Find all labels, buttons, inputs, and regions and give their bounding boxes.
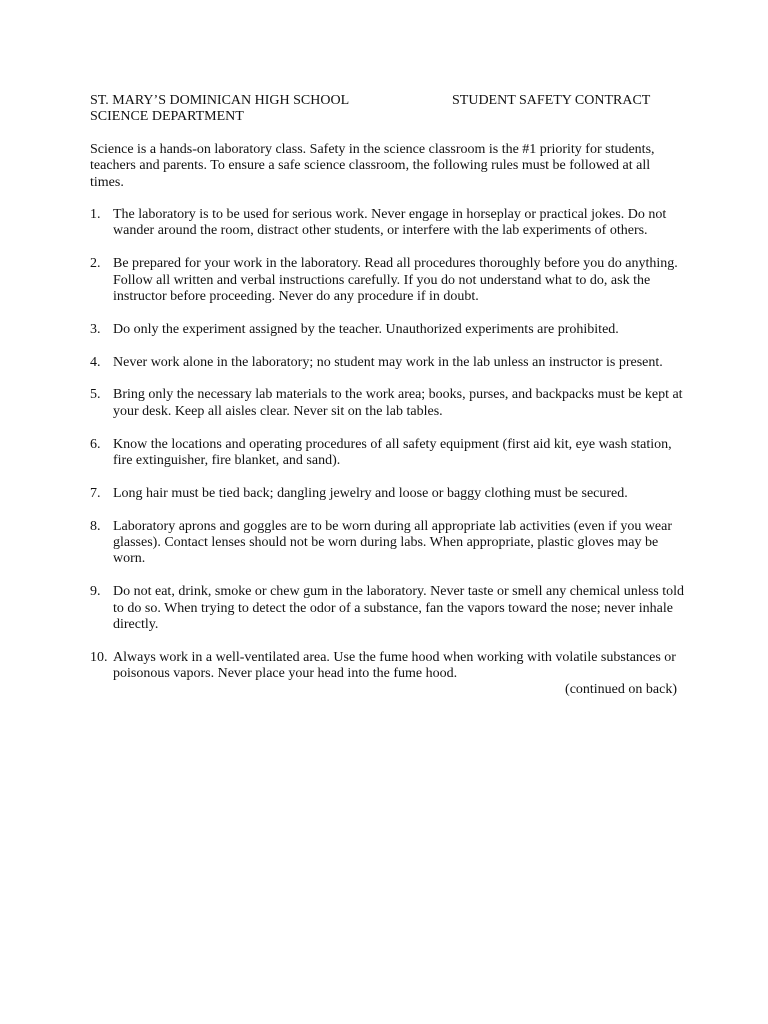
rule-item <box>90 207 685 240</box>
header-row-bottom <box>90 109 670 125</box>
rule-number: 1. <box>90 207 101 222</box>
header-row-top <box>90 93 670 109</box>
rule-text: Know the locations and operating procedures of all safety equipment (first aid kit, eye wash station, fire extinguisher, fire blanket, and sand). <box>113 436 672 469</box>
rule-number: 10. <box>90 649 108 665</box>
intro-paragraph: Science is a hands-on laboratory class. Safety in the science classroom is the #1 priority for students, teachers and parents. To ensure a safe science classroom, the following rules must be followed at all times. <box>90 142 655 190</box>
rule-item <box>90 437 685 470</box>
rule-item <box>90 519 685 568</box>
rule-number: 7. <box>90 485 101 501</box>
rule-text: Long hair must be tied back; dangling jewelry and loose or baggy clothing must be secured. <box>113 485 628 501</box>
rule-item <box>90 322 685 338</box>
rule-text: Do not eat, drink, smoke or chew gum in the laboratory. Never taste or smell any chemical unless told to do so. When trying to detect the odor of a substance, fan the vapors toward the nose; never inhale directly. <box>113 584 684 633</box>
rule-number: 4. <box>90 354 101 370</box>
rule-item <box>90 584 685 633</box>
rule-item <box>90 256 685 305</box>
rule-text: Do only the experiment assigned by the teacher. Unauthorized experiments are prohibited. <box>113 321 619 337</box>
document-header <box>90 93 670 126</box>
rule-text: Never work alone in the laboratory; no student may work in the lab unless an instructor is present. <box>113 354 663 370</box>
rule-text: Always work in a well-ventilated area. Use the fume hood when working with volatile substances or poisonous vapors. Never place your head into the fume hood. <box>113 649 676 682</box>
continued-note: (continued on back) <box>565 682 677 697</box>
school-name: ST. MARY’S DOMINICAN HIGH SCHOOL <box>90 93 350 108</box>
rule-item <box>90 355 685 371</box>
rule-number: 3. <box>90 321 101 337</box>
rule-item <box>90 486 685 502</box>
rule-number: 8. <box>90 518 101 534</box>
rule-item <box>90 387 685 420</box>
rule-number: 2. <box>90 256 101 272</box>
document-title: STUDENT SAFETY CONTRACT <box>452 93 651 108</box>
rule-text: The laboratory is to be used for serious work. Never engage in horseplay or practical jokes. Do not wander around the room, distract other students, or interfere with the lab experiments of others. <box>113 207 667 239</box>
rule-text: Be prepared for your work in the laboratory. Read all procedures thoroughly before you do anything. Follow all written and verbal instructions carefully. If you do not understand what to do, ask the instructor before proceeding. Never do any procedure if in doubt. <box>113 256 678 305</box>
rule-number: 6. <box>90 436 101 452</box>
rules-list <box>90 207 685 699</box>
rule-item <box>90 650 685 683</box>
rule-text: Laboratory aprons and goggles are to be worn during all appropriate lab activities (even if you wear glasses). Contact lenses should not be worn during labs. When appropriate, plastic gloves may be worn. <box>113 518 673 567</box>
rule-text: Bring only the necessary lab materials to the work area; books, purses, and backpacks must be kept at your desk. Keep all aisles clear. Never sit on the lab tables. <box>113 387 683 419</box>
rule-number: 5. <box>90 387 101 403</box>
rule-number: 9. <box>90 584 101 600</box>
department-name: SCIENCE DEPARTMENT <box>90 109 244 125</box>
